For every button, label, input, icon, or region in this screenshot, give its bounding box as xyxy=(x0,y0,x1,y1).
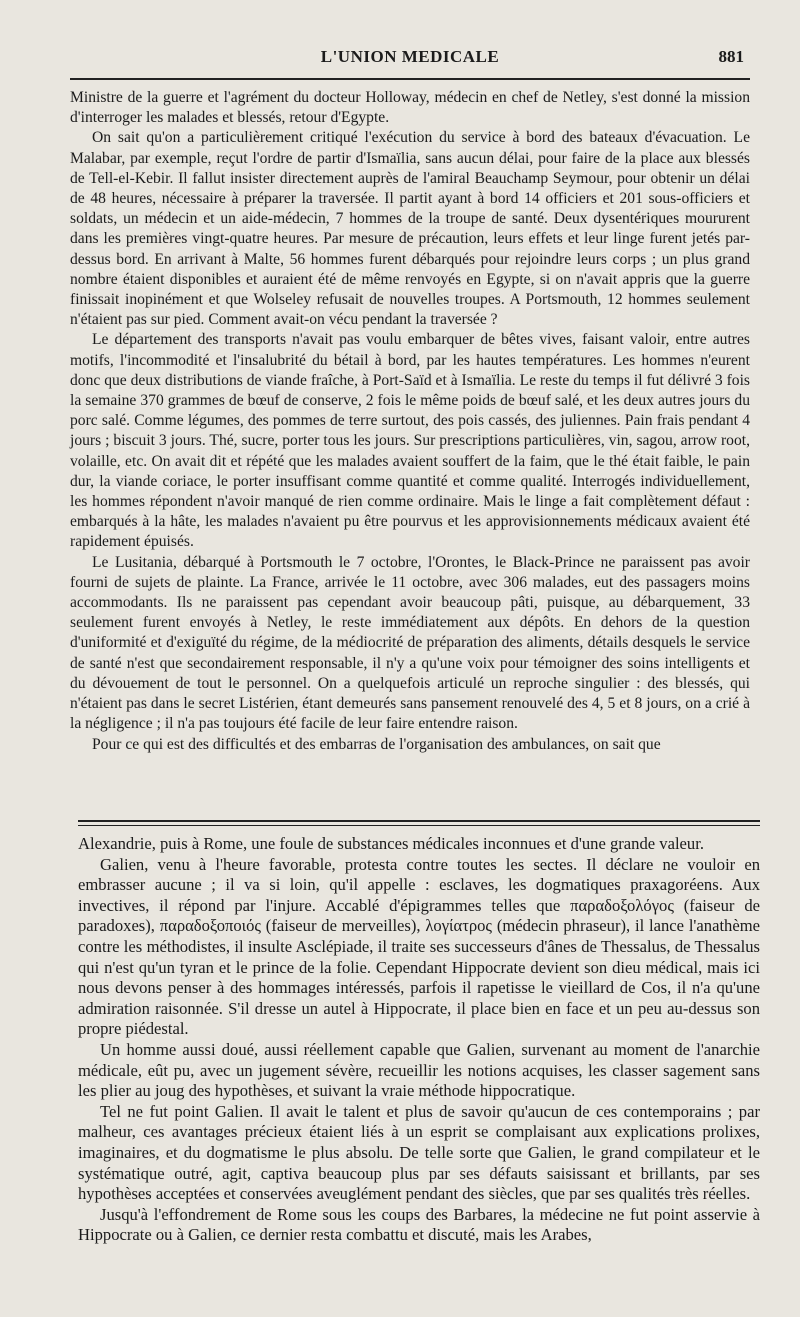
paragraph: Jusqu'à l'effondrement de Rome sous les coups des Barbares, la médecine ne fut point asservie à Hippocrate ou à Galien, ce dernier resta combattu et discuté, mais les Arabes, xyxy=(78,1204,760,1245)
paragraph: Tel ne fut point Galien. Il avait le talent et plus de savoir qu'aucun de ces contemporains ; par malheur, ces avantages précieux étaient liés à un esprit se complaisant aux explications prolixes, imaginaires, et du dogmatisme le plus absolu. De telle sorte que Galien, le grand compilateur et le systématique outré, agit, captiva beaucoup plus par ses défauts saisissant et brillants, par ses hypothèses acceptées et conservées aveuglément pendant des siècles, que par ses qualités très réelles. xyxy=(78,1101,760,1204)
paragraph: Le Lusitania, débarqué à Portsmouth le 7 octobre, l'Orontes, le Black-Prince ne paraissent pas avoir fourni de sujets de plainte. La France, arrivée le 11 octobre, avec 306 malades, eut des passagers moins accommodants. Ils ne paraissent pas cependant avoir beaucoup pâti, puisque, au débarquement, 33 seulement furent envoyés à Netley, le reste immédiatement aux dépôts. En dehors de la question d'uniformité et d'exiguïté du régime, de la médiocrité de préparation des aliments, détails desquels le service de santé n'est que secondairement responsable, il n'y a qu'une voix pour témoigner des soins intelligents et du dévouement de tout le personnel. On a quelquefois articulé un reproche singulier : des blessés, qui n'étaient pas dans le secret Listérien, étant demeurés sans pansement renouvelé des 4, 5 et 8 jours, on a crié à la négligence ; il n'a pas toujours été facile de leur faire entendre raison. xyxy=(70,553,750,733)
running-header xyxy=(70,47,750,73)
paragraph: Le département des transports n'avait pas voulu embarquer de bêtes vives, faisant valoir, entre autres motifs, l'incommodité et l'insalubrité du bétail à bord, par les hautes températures. Les hommes n'eurent donc que deux distributions de viande fraîche, à Port-Saïd et à Ismaïlia. Le reste du temps il fut délivré 3 fois la semaine 370 grammes de bœuf de conserve, 2 fois le même poids de bœuf salé, et les deux autres jours du porc salé. Comme légumes, des pommes de terre surtout, des pois cassés, des juliennes. Pain frais pendant 4 jours ; biscuit 3 jours. Thé, sucre, porter tous les jours. Sur prescriptions particulières, vin, sagou, arrow root, volaille, etc. On avait dit et répété que les malades avaient souffert de la faim, que le thé était faible, le pain dur, la viande coriace, le porter insuffisant comme quantité et comme qualité. Interrogés individuellement, les hommes répondent n'avoir manqué de rien comme ordinaire. Mais le linge a fait complètement défaut : embarqués à la hâte, les malades n'avaient pu être pourvus et les approvisionnements médicaux avaient été rapidement épuisés. xyxy=(70,331,750,551)
header-rule xyxy=(70,78,750,80)
paragraph: Pour ce qui est des difficultés et des embarras de l'organisation des ambulances, on sait que xyxy=(92,735,661,753)
paragraph: Galien, venu à l'heure favorable, protesta contre toutes les sectes. Il déclare ne vouloir en embrasser aucune ; il va si loin, qu'il appelle : esclaves, les dogmatiques praxagoréens. Aux invectives, il répond par l'injure. Accablé d'épigrammes telles que παραδοξολόγος (faiseur de paradoxes), παραδοξοποιός (faiseur de merveilles), λογίατρος (médecin phraseur), il lance l'anathème contre les méthodistes, il insulte Asclépiade, il traite ses successeurs d'ânes de Thessalus, de Thessalus qui n'est qu'un tyran et le prince de la folie. Cependant Hippocrate devient son dieu médical, mais ici nous devons penser à des hommages intéressés, parfois il rapetisse le vieillard de Cos, il n'a qu'une admiration raisonnée. S'il dresse un autel à Hippocrate, il place bien en face et un peu au-dessus son propre piédestal. xyxy=(78,854,760,1039)
article-section-top xyxy=(70,88,750,755)
paragraph: Un homme aussi doué, aussi réellement capable que Galien, survenant au moment de l'anarchie médicale, eût pu, avec un jugement sévère, recueillir les notions acquises, les classer sagement sans les plier au joug des hypothèses, et suivant la vraie méthode hippocratique. xyxy=(78,1039,760,1101)
paragraph: Alexandrie, puis à Rome, une foule de substances médicales inconnues et d'une grande valeur. xyxy=(78,834,704,853)
journal-title: L'UNION MEDICALE xyxy=(320,47,500,66)
section-divider-thin xyxy=(78,825,760,826)
page-number: 881 xyxy=(718,47,744,66)
section-divider xyxy=(78,820,760,822)
paragraph: On sait qu'on a particulièrement critiqué l'exécution du service à bord des bateaux d'évacuation. Le Malabar, par exemple, reçut l'ordre de partir d'Ismaïlia, sans aucun délai, pour faire de la place aux blessés de Tell-el-Kebir. Il fallut insister directement auprès de l'amiral Beauchamp Seymour, pour obtenir un délai de 48 heures, nécessaire à préparer la traversée. Il partit ayant à bord 14 officiers et 201 sous-officiers et soldats, un médecin et un aide-médecin, 7 hommes de la troupe de santé. Deux dysentériques moururent dans les premières vingt-quatre heures. Par mesure de précaution, leurs effets et leur linge furent jetés par-dessus bord. En arrivant à Malte, 56 hommes furent débarqués pour rejoindre leurs corps ; un plus grand nombre étaient disponibles et auraient été de même renvoyés en Egypte, si on n'avait appris que la guerre finissait inopinément et que Wolseley refusait de nouvelles troupes. A Portsmouth, 12 hommes seulement n'étaient pas sur pied. Comment avait-on vécu pendant la traversée ? xyxy=(70,129,750,329)
feuilleton-section-bottom xyxy=(78,834,760,1246)
paragraph: Ministre de la guerre et l'agrément du docteur Holloway, médecin en chef de Netley, s'est donné la mission d'interroger les malades et blessés, retour d'Egypte. xyxy=(70,89,750,127)
